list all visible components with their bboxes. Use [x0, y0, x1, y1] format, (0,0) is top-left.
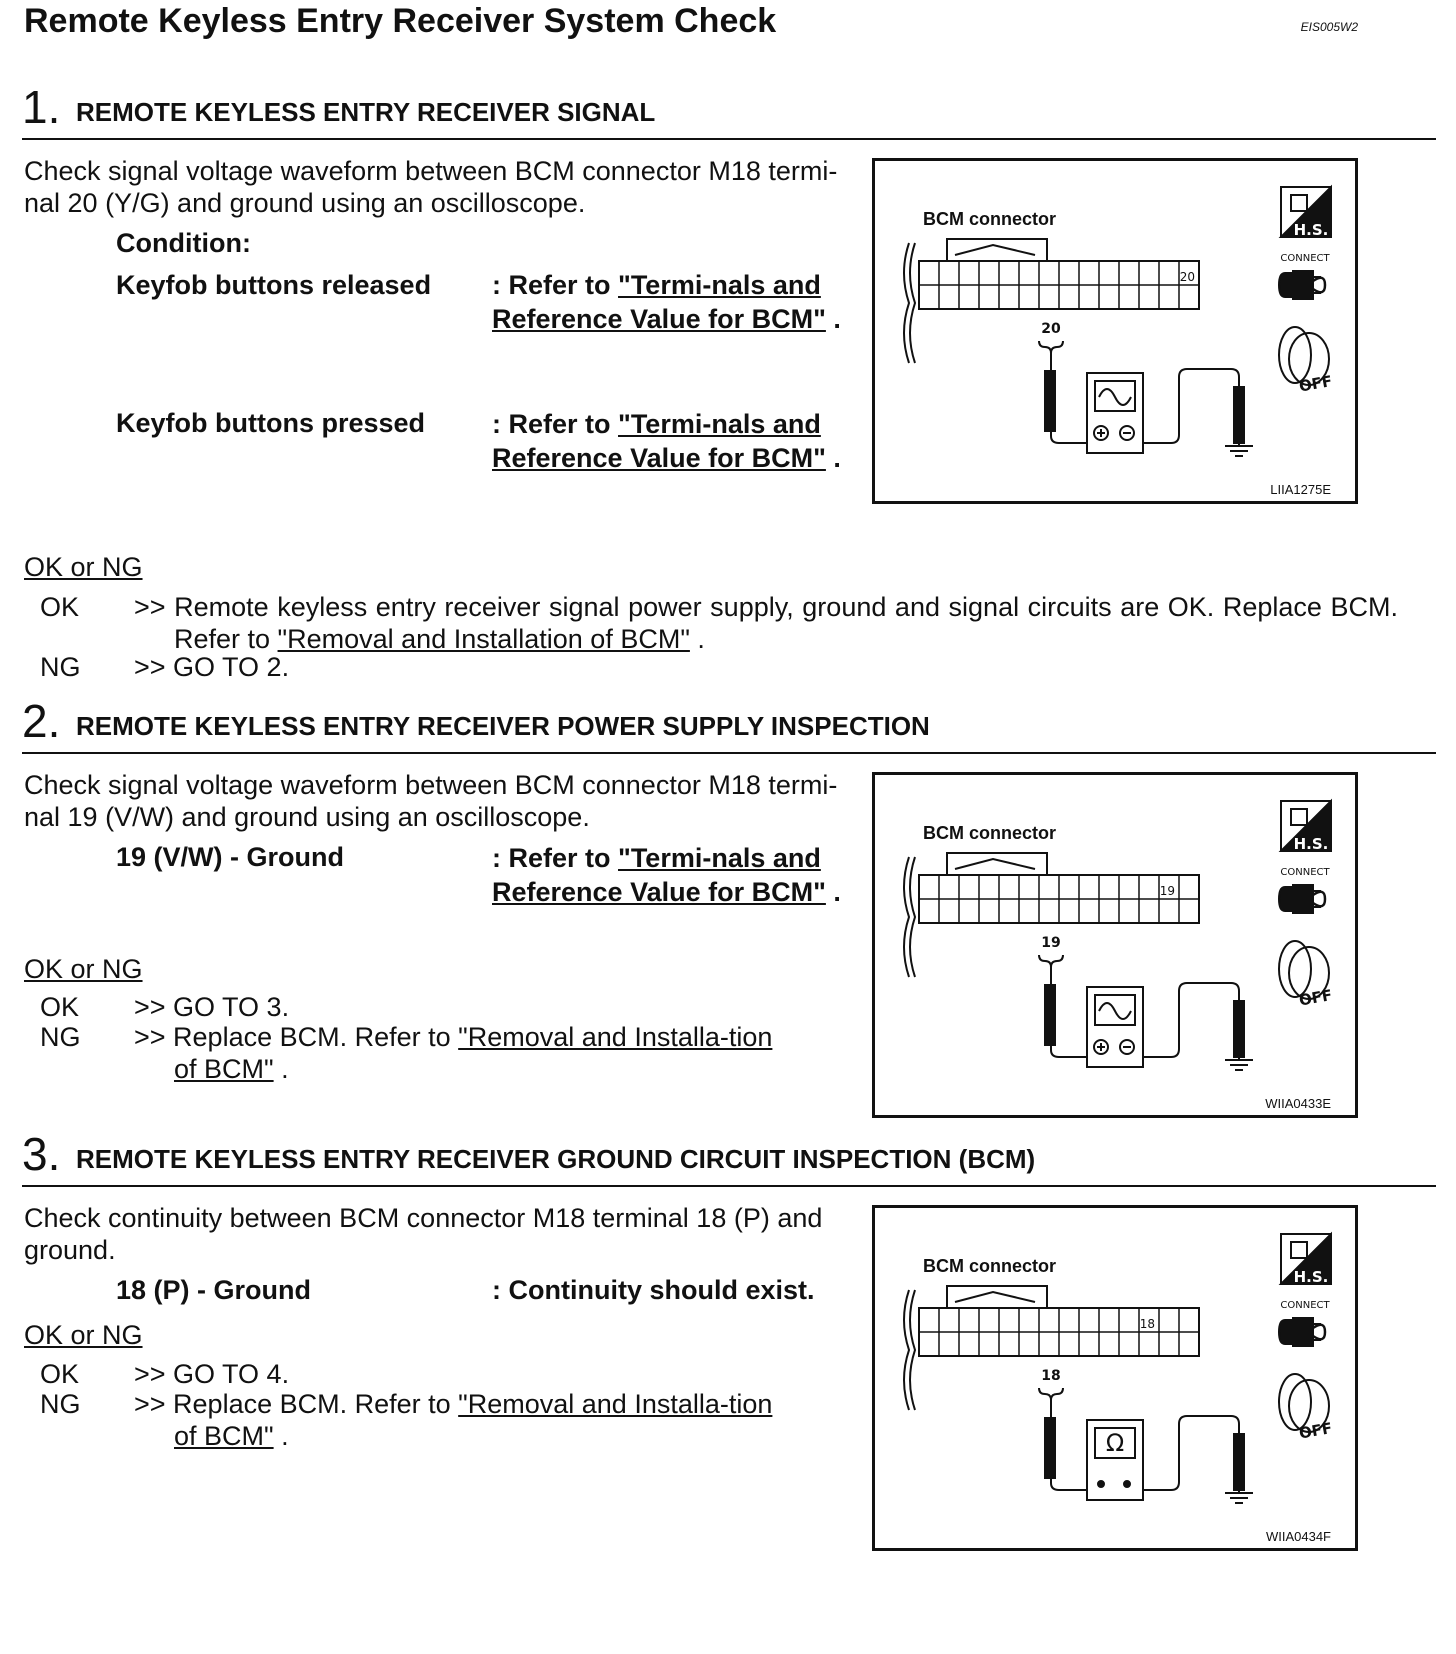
step3-ok-result: >> GO TO 4. — [134, 1359, 290, 1389]
removal-installation-link[interactable]: "Removal and Installa-tion of BCM" — [174, 1389, 773, 1451]
step1-ok-result: >> Remote keyless entry receiver signal power supply, ground and signal circuits are OK. Replace BCM. Refer to "Removal and Installation of BCM" . — [134, 592, 1398, 654]
bcm-connector-label: BCM connector — [923, 209, 1057, 229]
step2-instruction: Check signal voltage waveform between BCM connector M18 termi-nal 19 (V/W) and ground using an oscilloscope. — [24, 770, 838, 832]
step1-number: 1. — [22, 81, 61, 133]
step3-cond-label: 18 (P) - Ground — [116, 1275, 311, 1305]
step2-divider — [22, 752, 1436, 754]
bcm-connector-label: BCM connector — [923, 1256, 1057, 1276]
hs-icon: H.S. — [1293, 1268, 1329, 1286]
figure-code: WIIA0433E — [1265, 1096, 1331, 1111]
connect-icon-label: CONNECT — [1280, 1300, 1330, 1311]
step1-instruction: Check signal voltage waveform between BCM connector M18 termi-nal 20 (Y/G) and ground using an oscilloscope. — [24, 156, 838, 218]
step1-figure — [872, 158, 1358, 504]
step3-ok-ng-heading: OK or NG — [24, 1320, 143, 1350]
hs-icon: H.S. — [1293, 835, 1329, 853]
step3-ng-result: >> Replace BCM. Refer to "Removal and Installa-tion of BCM" . — [134, 1389, 773, 1451]
connect-icon-label: CONNECT — [1280, 253, 1330, 264]
ignition-off-icon: OFF — [1297, 372, 1334, 396]
step1-ng-key: NG — [40, 652, 81, 682]
hs-icon: H.S. — [1293, 221, 1329, 239]
step3-ng-key: NG — [40, 1389, 81, 1419]
step1-cond2-label: Keyfob buttons pressed — [116, 408, 426, 438]
step3-figure — [872, 1205, 1358, 1551]
ignition-off-icon: OFF — [1297, 986, 1334, 1010]
removal-installation-link[interactable]: "Removal and Installation of BCM" — [277, 624, 690, 654]
step1-ng-result: >> GO TO 2. — [134, 652, 290, 682]
figure-code: WIIA0434F — [1265, 1529, 1331, 1544]
svg-text:20: 20 — [1179, 270, 1195, 284]
svg-text:19: 19 — [1041, 935, 1061, 951]
svg-text:20: 20 — [1041, 321, 1061, 337]
step1-ok-key: OK — [40, 592, 80, 622]
removal-installation-link[interactable]: "Removal and Installa-tion of BCM" — [174, 1022, 773, 1084]
step1-cond1-label: Keyfob buttons released — [116, 270, 432, 300]
step2-figure — [872, 772, 1358, 1118]
ohm-icon: Ω — [1105, 1429, 1125, 1457]
document-code: EIS005W2 — [1300, 20, 1358, 34]
terminals-reference-link[interactable]: "Termi-nals and Reference Value for BCM" — [492, 843, 826, 907]
step2-cond-label: 19 (V/W) - Ground — [116, 842, 344, 872]
step2-ok-key: OK — [40, 992, 80, 1022]
ignition-off-icon: OFF — [1297, 1419, 1334, 1443]
terminals-reference-link[interactable]: "Termi-nals and Reference Value for BCM" — [492, 270, 826, 334]
svg-text:18: 18 — [1041, 1368, 1061, 1384]
step1-cond1-ref: : Refer to "Termi-nals and Reference Value for BCM" . — [492, 270, 841, 334]
connect-icon-label: CONNECT — [1280, 867, 1330, 878]
step3-instruction: Check continuity between BCM connector M18 terminal 18 (P) and ground. — [24, 1203, 823, 1265]
step1-ok-ng-heading: OK or NG — [24, 552, 143, 582]
step3-ok-key: OK — [40, 1359, 80, 1389]
page-title: Remote Keyless Entry Receiver System Check — [24, 2, 777, 40]
step1-cond2-ref: : Refer to "Termi-nals and Reference Value for BCM" . — [492, 409, 841, 473]
step3-number: 3. — [22, 1128, 61, 1180]
step1-condition-label: Condition: — [116, 228, 251, 258]
step2-ng-key: NG — [40, 1022, 81, 1052]
step3-divider — [22, 1185, 1436, 1187]
figure-code: LIIA1275E — [1270, 482, 1331, 497]
step1-divider — [22, 138, 1436, 140]
step2-number: 2. — [22, 695, 61, 747]
step2-title: REMOTE KEYLESS ENTRY RECEIVER POWER SUPPLY INSPECTION — [76, 711, 930, 741]
step2-ng-result: >> Replace BCM. Refer to "Removal and Installa-tion of BCM" . — [134, 1022, 773, 1084]
step2-ok-result: >> GO TO 3. — [134, 992, 290, 1022]
step1-title: REMOTE KEYLESS ENTRY RECEIVER SIGNAL — [76, 97, 656, 127]
step3-cond-value: : Continuity should exist. — [492, 1275, 815, 1305]
step3-title: REMOTE KEYLESS ENTRY RECEIVER GROUND CIRCUIT INSPECTION (BCM) — [76, 1144, 1036, 1174]
bcm-connector-label: BCM connector — [923, 823, 1057, 843]
svg-text:19: 19 — [1159, 884, 1175, 898]
terminals-reference-link[interactable]: "Termi-nals and Reference Value for BCM" — [492, 409, 826, 473]
step2-ok-ng-heading: OK or NG — [24, 954, 143, 984]
svg-text:18: 18 — [1139, 1317, 1155, 1331]
step2-cond-ref: : Refer to "Termi-nals and Reference Value for BCM" . — [492, 843, 841, 907]
